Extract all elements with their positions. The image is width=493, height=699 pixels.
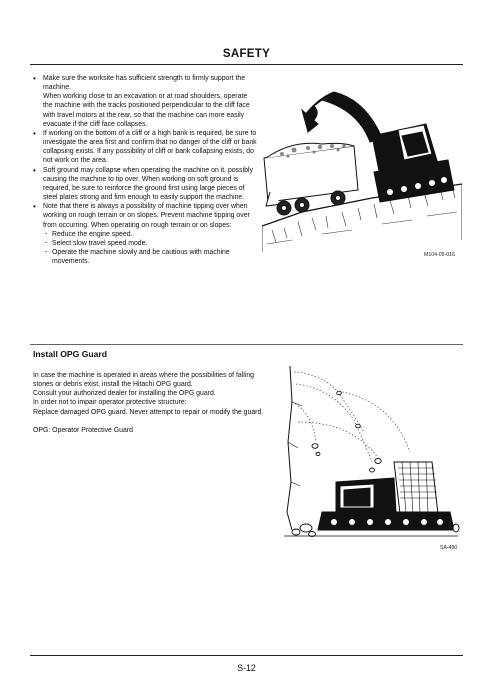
section1-text xyxy=(33,74,258,266)
bullet-item xyxy=(33,166,258,203)
sub-bullet-item: · Reduce the engine speed. xyxy=(43,230,258,239)
paragraph: In case the machine is operated in areas where the possibilities of falling stones or debris exist, install the Hitachi OPG guard. xyxy=(33,372,255,389)
figure-caption: SA-490 xyxy=(440,545,458,551)
paragraph: Replace damaged OPG guard. Never attempt to repair or modify the guard. xyxy=(33,408,264,416)
sub-bullet-list xyxy=(43,230,258,267)
bullet-text: • If working on the bottom of a cliff or a high bank is required, be sure to investigate the area first and confirm that no danger of the cliff or bank collapsing exists. If any possibility of cliff or bank collapsing exists, do not work on the area. xyxy=(43,129,257,165)
bullet-list xyxy=(33,74,258,266)
bullet-item xyxy=(33,74,258,129)
section2-text xyxy=(33,371,268,435)
section-divider xyxy=(30,344,463,345)
section-heading: Install OPG Guard xyxy=(33,349,108,359)
footer-rule xyxy=(30,655,463,656)
sub-bullet-item: · Operate the machine slowly and be cautious with machine movements. xyxy=(43,248,258,266)
paragraph: In order not to impair operator protective structure: xyxy=(33,399,187,407)
bullet-text: • Note that there is always a possibility of machine tipping over when working on rough terrain or on slopes. Prevent machine tipping over from occurring. When operating on rough terrain or on slopes: xyxy=(43,203,250,229)
bullet-item xyxy=(33,129,258,166)
bullet-text: • Make sure the worksite has sufficient strength to firmly support the machine. xyxy=(43,75,246,92)
figure-caption: M104-05-016 xyxy=(424,252,455,258)
paragraph: Consult your authorized dealer for installing the OPG guard. xyxy=(33,390,216,398)
falling-stones-opg-illustration xyxy=(282,362,460,542)
page-title: SAFETY xyxy=(222,48,271,60)
bullet-text: • Soft ground may collapse when operating the machine on it, possibly causing the machine to tip over. When working on soft ground is required, be sure to reinforce the ground first using large pieces of steel plates strong and firm enough to easily support the machine. xyxy=(43,166,253,202)
excavator-with-opg xyxy=(318,462,454,530)
bullet-text: When working close to an excavation or at road shoulders, operate the machine with the tracks positioned perpendicular to the cliff face with travel motors at the rear, so that the machine can more easily evacuate if the cliff face collapses. xyxy=(43,93,250,128)
dump-truck xyxy=(264,143,358,215)
title-rule xyxy=(30,64,463,65)
excavator-dump-truck-illustration xyxy=(262,80,462,252)
bullet-item xyxy=(33,202,258,266)
note: OPG: Operator Protective Guard xyxy=(33,426,133,434)
sub-bullet-item: · Select slow travel speed mode. xyxy=(43,239,258,248)
page-number: S-12 xyxy=(237,663,256,673)
